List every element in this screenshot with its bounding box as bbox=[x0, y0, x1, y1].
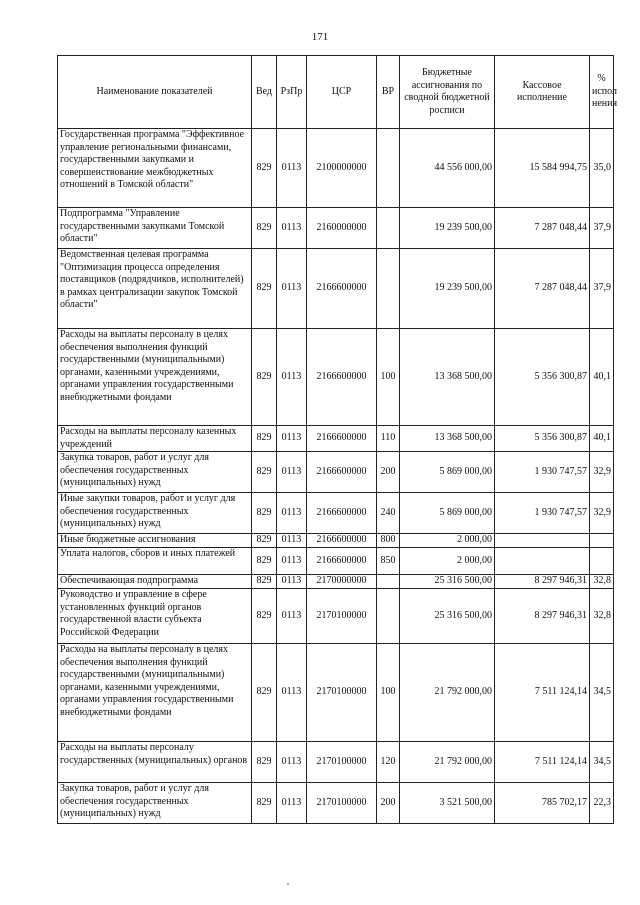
row-cash: 1 930 747,57 bbox=[495, 452, 590, 493]
row-cash bbox=[495, 534, 590, 548]
row-vr bbox=[377, 249, 400, 329]
row-percent: 37,9 bbox=[590, 249, 614, 329]
row-vr: 120 bbox=[377, 742, 400, 783]
row-name: Руководство и управление в сфере установленных функций органов государственной власти субъекта Российской Федерации bbox=[58, 589, 252, 644]
row-percent bbox=[590, 534, 614, 548]
row-cash: 15 584 994,75 bbox=[495, 129, 590, 208]
row-percent: 32,8 bbox=[590, 589, 614, 644]
row-rzpr: 0113 bbox=[277, 534, 307, 548]
table-row bbox=[58, 249, 614, 329]
row-csr: 2166600000 bbox=[307, 452, 377, 493]
header-ved: Вед bbox=[252, 56, 277, 129]
row-budget: 3 521 500,00 bbox=[400, 783, 495, 824]
header-rzpr: РзПр bbox=[277, 56, 307, 129]
row-cash bbox=[495, 548, 590, 575]
row-percent: 40,1 bbox=[590, 426, 614, 452]
row-vr bbox=[377, 589, 400, 644]
row-percent bbox=[590, 548, 614, 575]
row-vr: 800 bbox=[377, 534, 400, 548]
row-rzpr: 0113 bbox=[277, 452, 307, 493]
row-vr bbox=[377, 208, 400, 249]
row-rzpr: 0113 bbox=[277, 575, 307, 589]
table-row bbox=[58, 783, 614, 824]
row-name: Государственная программа "Эффективное управление региональными финансами, государственными закупками и совершенствование межбюджетных отношений в Томской области" bbox=[58, 129, 252, 208]
table-row bbox=[58, 329, 614, 426]
table-row bbox=[58, 548, 614, 575]
row-percent: 34,5 bbox=[590, 742, 614, 783]
row-cash: 1 930 747,57 bbox=[495, 493, 590, 534]
row-percent: 32,9 bbox=[590, 452, 614, 493]
table-row bbox=[58, 208, 614, 249]
row-ved: 829 bbox=[252, 534, 277, 548]
table-row bbox=[58, 493, 614, 534]
row-csr: 2170100000 bbox=[307, 783, 377, 824]
row-name: Подпрограмма "Управление государственными закупками Томской области" bbox=[58, 208, 252, 249]
row-budget: 2 000,00 bbox=[400, 534, 495, 548]
row-cash: 8 297 946,31 bbox=[495, 589, 590, 644]
row-rzpr: 0113 bbox=[277, 426, 307, 452]
row-rzpr: 0113 bbox=[277, 644, 307, 742]
row-vr bbox=[377, 575, 400, 589]
row-cash: 785 702,17 bbox=[495, 783, 590, 824]
row-percent: 32,9 bbox=[590, 493, 614, 534]
row-budget: 5 869 000,00 bbox=[400, 493, 495, 534]
row-name: Расходы на выплаты персоналу казенных учреждений bbox=[58, 426, 252, 452]
row-csr: 2166600000 bbox=[307, 534, 377, 548]
row-cash: 7 287 048,44 bbox=[495, 249, 590, 329]
row-percent: 32,8 bbox=[590, 575, 614, 589]
row-budget: 5 869 000,00 bbox=[400, 452, 495, 493]
row-csr: 2170000000 bbox=[307, 575, 377, 589]
row-ved: 829 bbox=[252, 129, 277, 208]
scan-speck bbox=[287, 883, 289, 885]
row-budget: 13 368 500,00 bbox=[400, 329, 495, 426]
header-cash: Кассовое исполнение bbox=[495, 56, 590, 129]
row-vr: 100 bbox=[377, 329, 400, 426]
row-percent: 35,0 bbox=[590, 129, 614, 208]
row-csr: 2100000000 bbox=[307, 129, 377, 208]
row-rzpr: 0113 bbox=[277, 129, 307, 208]
row-ved: 829 bbox=[252, 589, 277, 644]
row-vr: 110 bbox=[377, 426, 400, 452]
row-csr: 2166600000 bbox=[307, 249, 377, 329]
row-cash: 7 511 124,14 bbox=[495, 742, 590, 783]
header-percent: % испол нения bbox=[590, 56, 614, 129]
row-csr: 2166600000 bbox=[307, 329, 377, 426]
table-row bbox=[58, 534, 614, 548]
row-rzpr: 0113 bbox=[277, 493, 307, 534]
row-csr: 2170100000 bbox=[307, 644, 377, 742]
row-budget: 25 316 500,00 bbox=[400, 589, 495, 644]
row-budget: 21 792 000,00 bbox=[400, 644, 495, 742]
row-ved: 829 bbox=[252, 783, 277, 824]
row-budget: 25 316 500,00 bbox=[400, 575, 495, 589]
row-ved: 829 bbox=[252, 426, 277, 452]
row-percent: 40,1 bbox=[590, 329, 614, 426]
row-cash: 5 356 300,87 bbox=[495, 426, 590, 452]
row-ved: 829 bbox=[252, 742, 277, 783]
row-budget: 21 792 000,00 bbox=[400, 742, 495, 783]
row-name: Закупка товаров, работ и услуг для обеспечения государственных (муниципальных) нужд bbox=[58, 452, 252, 493]
row-name: Иные бюджетные ассигнования bbox=[58, 534, 252, 548]
row-cash: 8 297 946,31 bbox=[495, 575, 590, 589]
row-name: Уплата налогов, сборов и иных платежей bbox=[58, 548, 252, 575]
row-cash: 5 356 300,87 bbox=[495, 329, 590, 426]
header-vr: ВР bbox=[377, 56, 400, 129]
row-csr: 2170100000 bbox=[307, 589, 377, 644]
row-budget: 44 556 000,00 bbox=[400, 129, 495, 208]
row-ved: 829 bbox=[252, 548, 277, 575]
row-vr bbox=[377, 129, 400, 208]
row-vr: 850 bbox=[377, 548, 400, 575]
row-ved: 829 bbox=[252, 329, 277, 426]
row-ved: 829 bbox=[252, 575, 277, 589]
table-row bbox=[58, 575, 614, 589]
row-name: Закупка товаров, работ и услуг для обеспечения государственных (муниципальных) нужд bbox=[58, 783, 252, 824]
row-vr: 200 bbox=[377, 452, 400, 493]
row-budget: 19 239 500,00 bbox=[400, 208, 495, 249]
row-ved: 829 bbox=[252, 208, 277, 249]
table-row bbox=[58, 589, 614, 644]
row-csr: 2166600000 bbox=[307, 426, 377, 452]
row-name: Иные закупки товаров, работ и услуг для обеспечения государственных (муниципальных) нужд bbox=[58, 493, 252, 534]
budget-table bbox=[57, 55, 618, 824]
row-rzpr: 0113 bbox=[277, 742, 307, 783]
row-percent: 22,3 bbox=[590, 783, 614, 824]
row-name: Расходы на выплаты персоналу государственных (муниципальных) органов bbox=[58, 742, 252, 783]
row-vr: 100 bbox=[377, 644, 400, 742]
row-name: Ведомственная целевая программа "Оптимизация процесса определения поставщиков (подрядчиков, исполнителей) в рамках централизации закупок Томской области" bbox=[58, 249, 252, 329]
row-name: Расходы на выплаты персоналу в целях обеспечения выполнения функций государственными (муниципальными) органами, казенными учреждениями, органами управления государственными внебюджетными фондами bbox=[58, 329, 252, 426]
row-vr: 200 bbox=[377, 783, 400, 824]
row-csr: 2170100000 bbox=[307, 742, 377, 783]
row-name: Обеспечивающая подпрограмма bbox=[58, 575, 252, 589]
row-name: Расходы на выплаты персоналу в целях обеспечения выполнения функций государственными (муниципальными) органами, казенными учреждениями, органами управления государственными внебюджетными фондами bbox=[58, 644, 252, 742]
row-ved: 829 bbox=[252, 493, 277, 534]
row-percent: 37,9 bbox=[590, 208, 614, 249]
page-number: 171 bbox=[311, 31, 329, 43]
row-csr: 2166600000 bbox=[307, 548, 377, 575]
row-budget: 19 239 500,00 bbox=[400, 249, 495, 329]
row-rzpr: 0113 bbox=[277, 589, 307, 644]
table-row bbox=[58, 426, 614, 452]
row-rzpr: 0113 bbox=[277, 249, 307, 329]
row-rzpr: 0113 bbox=[277, 329, 307, 426]
table-row bbox=[58, 742, 614, 783]
table-row bbox=[58, 452, 614, 493]
row-budget: 2 000,00 bbox=[400, 548, 495, 575]
table-header-row bbox=[58, 56, 614, 129]
row-rzpr: 0113 bbox=[277, 783, 307, 824]
row-cash: 7 511 124,14 bbox=[495, 644, 590, 742]
header-csr: ЦСР bbox=[307, 56, 377, 129]
table-row bbox=[58, 644, 614, 742]
row-rzpr: 0113 bbox=[277, 548, 307, 575]
row-percent: 34,5 bbox=[590, 644, 614, 742]
row-ved: 829 bbox=[252, 644, 277, 742]
row-cash: 7 287 048,44 bbox=[495, 208, 590, 249]
row-rzpr: 0113 bbox=[277, 208, 307, 249]
header-budget: Бюджетные ассигнования по сводной бюджетной росписи bbox=[400, 56, 495, 129]
row-csr: 2160000000 bbox=[307, 208, 377, 249]
row-csr: 2166600000 bbox=[307, 493, 377, 534]
row-vr: 240 bbox=[377, 493, 400, 534]
row-budget: 13 368 500,00 bbox=[400, 426, 495, 452]
table-row bbox=[58, 129, 614, 208]
row-ved: 829 bbox=[252, 249, 277, 329]
header-name: Наименование показателей bbox=[58, 56, 252, 129]
row-ved: 829 bbox=[252, 452, 277, 493]
